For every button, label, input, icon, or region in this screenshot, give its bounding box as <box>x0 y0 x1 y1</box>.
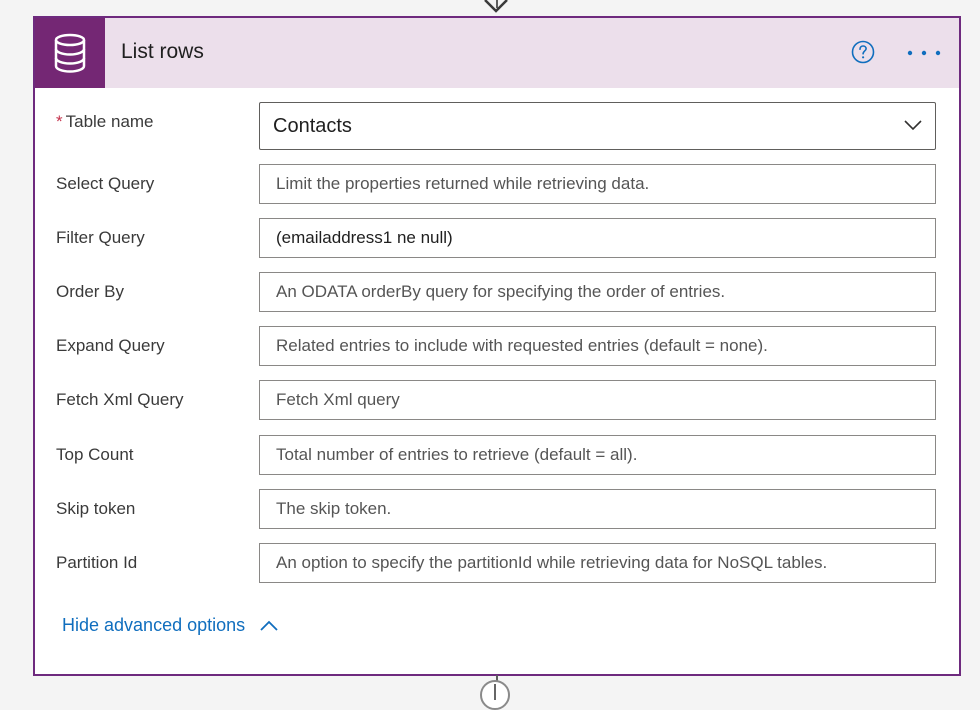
arrow-down-icon <box>482 0 510 16</box>
fetch-xml-query-label: Fetch Xml Query <box>56 390 184 409</box>
table-name-label-text: Table name <box>65 112 154 131</box>
skip-token-label: Skip token <box>56 499 136 518</box>
fetch-xml-query-input[interactable]: Fetch Xml query <box>259 380 936 420</box>
action-card-header[interactable] <box>35 18 959 88</box>
table-name-value: Contacts <box>273 115 352 137</box>
required-marker: * <box>56 112 63 131</box>
chevron-up-icon <box>259 620 279 632</box>
order-by-input[interactable]: An ODATA orderBy query for specifying the order of entries. <box>259 272 936 312</box>
plus-icon <box>494 684 496 700</box>
partition-id-label: Partition Id <box>56 553 138 572</box>
skip-token-input[interactable]: The skip token. <box>259 489 936 529</box>
database-icon <box>35 18 105 88</box>
select-query-input[interactable]: Limit the properties returned while retrieving data. <box>259 164 936 204</box>
top-count-label: Top Count <box>56 445 134 464</box>
chevron-down-icon <box>903 118 923 132</box>
add-step-button[interactable] <box>480 680 510 710</box>
action-title[interactable]: List rows <box>121 40 204 63</box>
partition-id-input[interactable]: An option to specify the partitionId while retrieving data for NoSQL tables. <box>259 543 936 583</box>
help-circle-icon[interactable] <box>851 40 875 64</box>
ellipsis-icon[interactable] <box>905 40 945 64</box>
filter-query-input[interactable]: (emailaddress1 ne null) <box>259 218 936 258</box>
table-name-label <box>56 112 154 132</box>
expand-query-label: Expand Query <box>56 336 165 355</box>
select-query-label: Select Query <box>56 174 155 193</box>
top-count-input[interactable]: Total number of entries to retrieve (default = all). <box>259 435 936 475</box>
action-card-list-rows <box>33 16 961 676</box>
hide-advanced-options-label: Hide advanced options <box>62 615 246 635</box>
table-name-dropdown[interactable] <box>259 102 936 150</box>
hide-advanced-options-link[interactable] <box>62 615 279 636</box>
order-by-label: Order By <box>56 282 125 301</box>
expand-query-input[interactable]: Related entries to include with requested entries (default = none). <box>259 326 936 366</box>
filter-query-label: Filter Query <box>56 228 145 247</box>
